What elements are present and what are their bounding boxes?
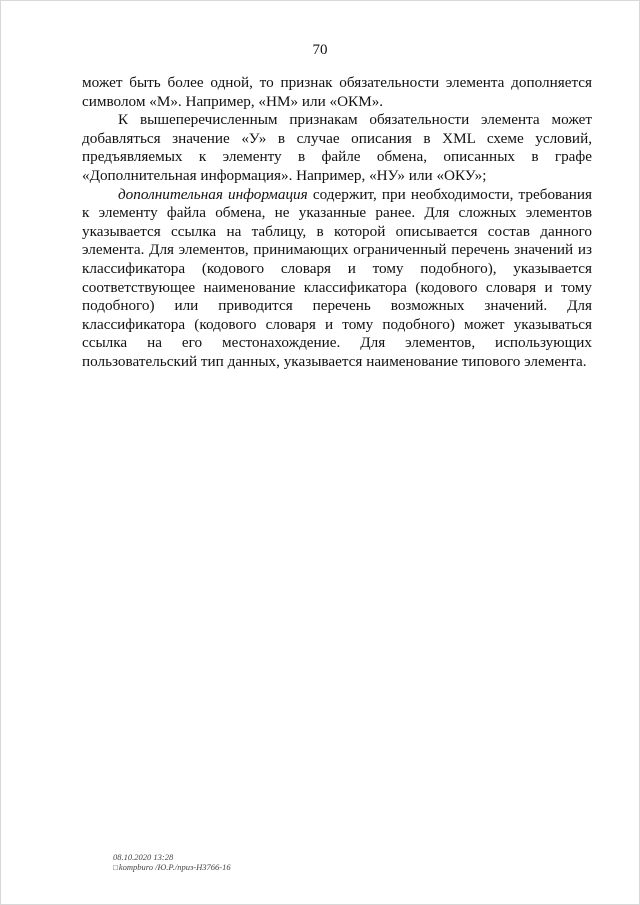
document-body xyxy=(82,74,592,372)
paragraph-continuation: может быть более одной, то признак обязательности элемента дополняется символом «М». Например, «НМ» или «ОКМ». xyxy=(82,74,592,110)
footer-path: kompburo /Ю.Р./приз-Н3766-16 xyxy=(118,862,231,872)
footer-stamp xyxy=(113,852,231,873)
paragraph-additional-info-text: содержит, при необходимости, требования к элементу файла обмена, не указанные ранее. Для сложных элементов указывается ссылка на таблицу, в которой описывается состав данного элемента. Для элементов, принимающих ограниченный перечень значений из классификатора (кодового словаря и тому подобного), указывается соответствующее наименование классификатора (кодового словаря и тому подобного) или приводится перечень возможных значений. Для классификатора (кодового словаря и тому подобного) может указываться ссылка на его местонахождение. Для элементов, использующих пользовательский тип данных, указывается наименование типового элемента. xyxy=(82,185,592,370)
paragraph-additional-info xyxy=(82,186,592,372)
footer-timestamp: 08.10.2020 13:28 xyxy=(113,852,174,862)
paragraph-mandatory-flags: К вышеперечисленным признакам обязательности элемента может добавляться значение «У» в случае описания в XML схеме условий, предъявляемых к элементу в файле обмена, описанных в графе «Дополнительная информация». Например, «НУ» или «ОКУ»; xyxy=(82,111,592,184)
document-icon: □ xyxy=(113,863,118,872)
term-additional-info: дополнительная информация xyxy=(118,185,308,203)
footer-path-line xyxy=(113,862,231,873)
page-number: 70 xyxy=(312,42,328,58)
